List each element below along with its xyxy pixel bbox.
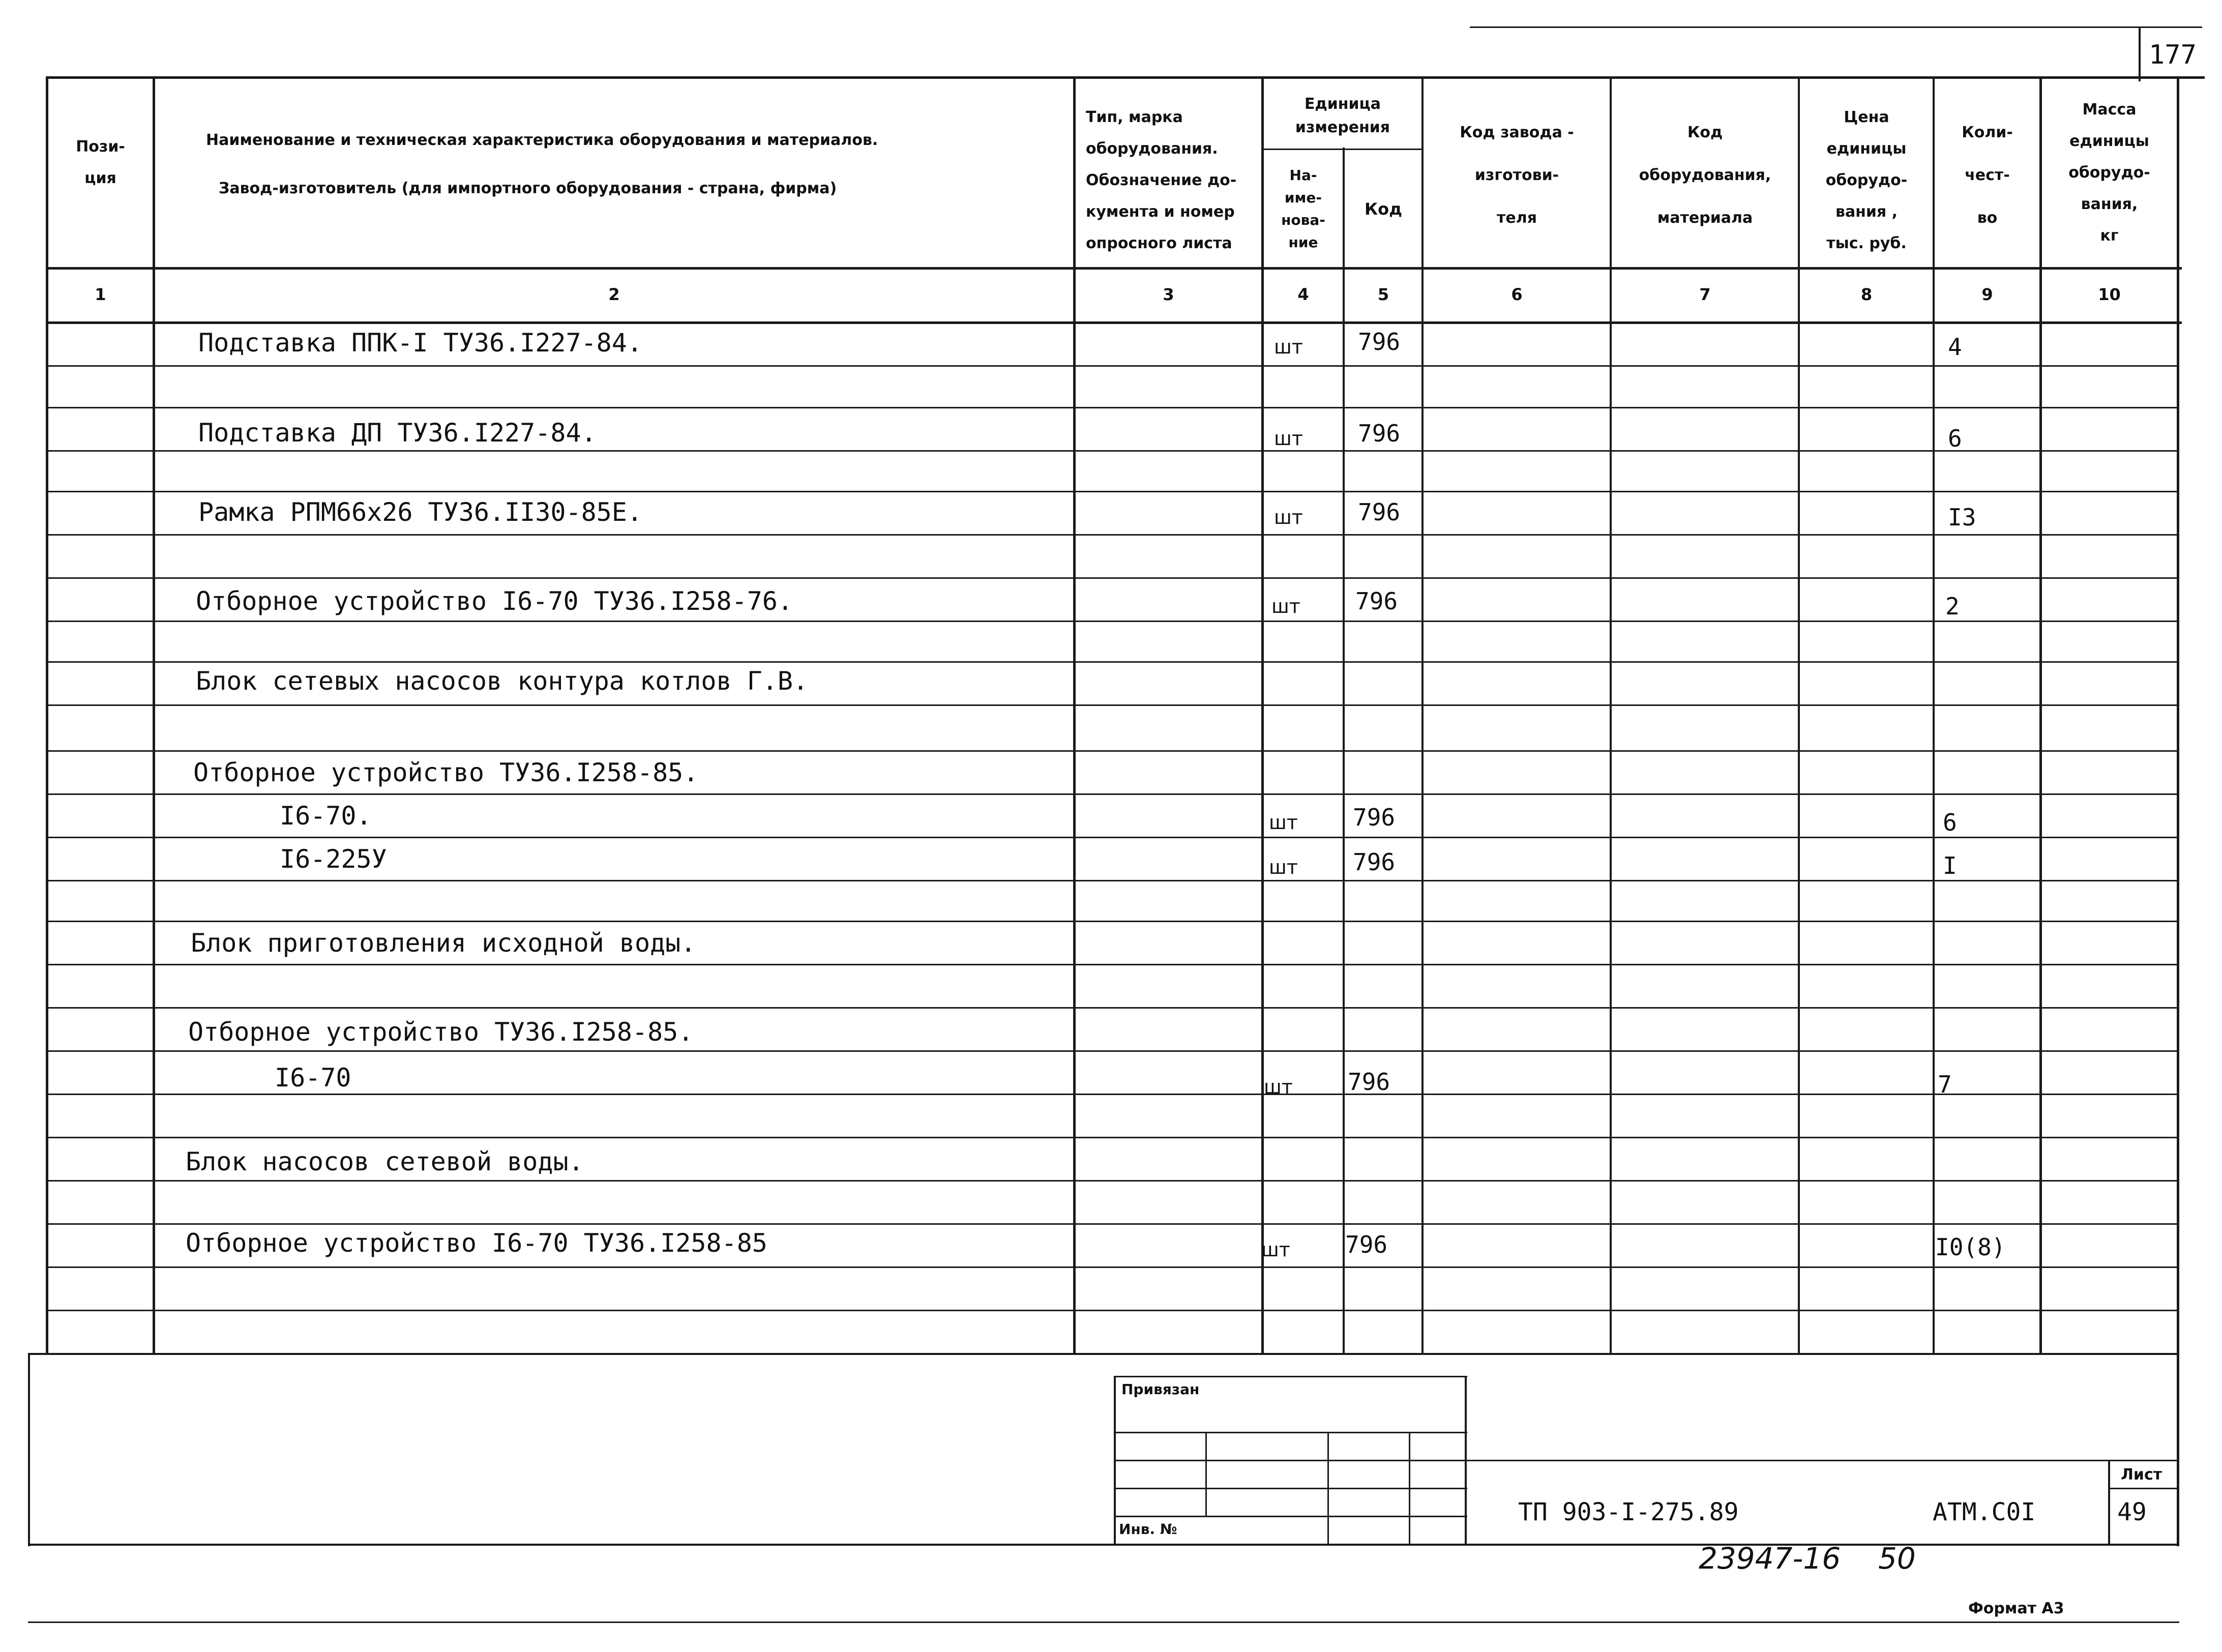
format-label: Формат А3	[1968, 1600, 2064, 1617]
privyazan-label: Привязан	[1121, 1381, 1200, 1398]
row-unit: шт	[1274, 336, 1303, 358]
row-unit: шт	[1274, 506, 1303, 528]
row-code: 796	[1353, 848, 1396, 876]
row-qty: 7	[1938, 1071, 1952, 1098]
row-code: 796	[1353, 804, 1396, 831]
col-number-7: 7	[1699, 285, 1711, 304]
row-unit: шт	[1274, 427, 1303, 450]
handwritten-number: 23947-16 50	[1699, 1541, 1916, 1576]
header-unit-code: Код	[1365, 199, 1402, 219]
col-number-3: 3	[1163, 285, 1174, 304]
col-number-6: 6	[1511, 285, 1523, 304]
col-number-10: 10	[2098, 285, 2121, 304]
document-mark: АТМ.С0I	[1933, 1498, 2036, 1526]
row-name: I6-70	[275, 1063, 351, 1093]
row-name: Отборное устройство ТУ36.I258-85.	[193, 758, 699, 787]
table-top-border	[46, 76, 2205, 79]
header-unit-group: Единица измерения	[1295, 95, 1390, 136]
header-quantity: Коли- чест- во	[1962, 124, 2013, 227]
row-qty: 2	[1945, 593, 1960, 620]
row-name: Рамка РПМ66х26 ТУ36.II30-85Е.	[198, 497, 642, 527]
row-name: Подставка ППК-I ТУ36.I227-84.	[198, 328, 642, 358]
row-name: Отборное устройство I6-70 ТУ36.I258-76.	[196, 586, 793, 616]
col-number-9: 9	[1981, 285, 1993, 304]
row-qty: 6	[1943, 809, 1957, 836]
row-name: Блок сетевых насосов контура котлов Г.В.	[196, 666, 809, 696]
row-name: I6-70.	[280, 801, 372, 831]
row-name: Блок насосов сетевой воды.	[186, 1147, 584, 1176]
row-code: 796	[1358, 420, 1401, 447]
header-name-line1: Наименование и техническая характеристика оборудования и материалов.	[206, 131, 878, 149]
row-unit: шт	[1269, 856, 1298, 878]
row-name: Подставка ДП ТУ36.I227-84.	[198, 418, 597, 448]
inv-no-label: Инв. №	[1119, 1521, 1177, 1538]
header-factory-code: Код завода - изготови- теля	[1460, 124, 1574, 227]
col-number-5: 5	[1377, 285, 1389, 304]
row-qty: I0(8)	[1935, 1233, 2006, 1261]
top-rule	[1470, 26, 2202, 28]
row-qty: I	[1943, 852, 1957, 879]
header-unit-name: На- име- нова- ние	[1281, 166, 1325, 251]
header-price: Цена единицы оборудо- вания , тыс. руб.	[1825, 108, 1908, 252]
row-name: Отборное устройство I6-70 ТУ36.I258-85	[186, 1228, 767, 1258]
row-qty: I3	[1948, 504, 1976, 531]
col-number-1: 1	[95, 285, 106, 304]
col-number-8: 8	[1860, 285, 1873, 304]
row-unit: шт	[1261, 1238, 1290, 1261]
row-name: I6-225У	[280, 844, 387, 874]
row-unit: шт	[1271, 595, 1300, 617]
header-name-line2: Завод-изготовитель (для импортного оборудования - страна, фирма)	[219, 180, 837, 197]
header-equipment-code: Код оборудования, материала	[1639, 124, 1771, 227]
header-mass: Масса единицы оборудо- вания, кг	[2068, 101, 2150, 245]
col-number-2: 2	[608, 285, 620, 304]
header-position: Пози- ция	[76, 138, 125, 187]
sheet-number: 49	[2117, 1498, 2147, 1526]
row-code: 796	[1348, 1068, 1390, 1096]
sheet-label: Лист	[2121, 1466, 2162, 1484]
row-qty: 6	[1948, 425, 1962, 452]
row-code: 796	[1345, 1231, 1388, 1258]
page-number: 177	[2149, 40, 2197, 70]
col-number-4: 4	[1297, 285, 1309, 304]
row-code: 796	[1358, 498, 1401, 526]
row-code: 796	[1355, 587, 1398, 615]
header-type: Тип, марка оборудования. Обозначение до- кумента и номер опросного листа	[1086, 108, 1237, 252]
row-name: Блок приготовления исходной воды.	[191, 928, 696, 958]
row-qty: 4	[1948, 333, 1962, 361]
document-code: ТП 903-I-275.89	[1518, 1498, 1739, 1526]
row-unit: шт	[1264, 1076, 1293, 1098]
row-name: Отборное устройство ТУ36.I258-85.	[188, 1017, 694, 1047]
row-code: 796	[1358, 328, 1401, 356]
row-unit: шт	[1269, 811, 1298, 834]
